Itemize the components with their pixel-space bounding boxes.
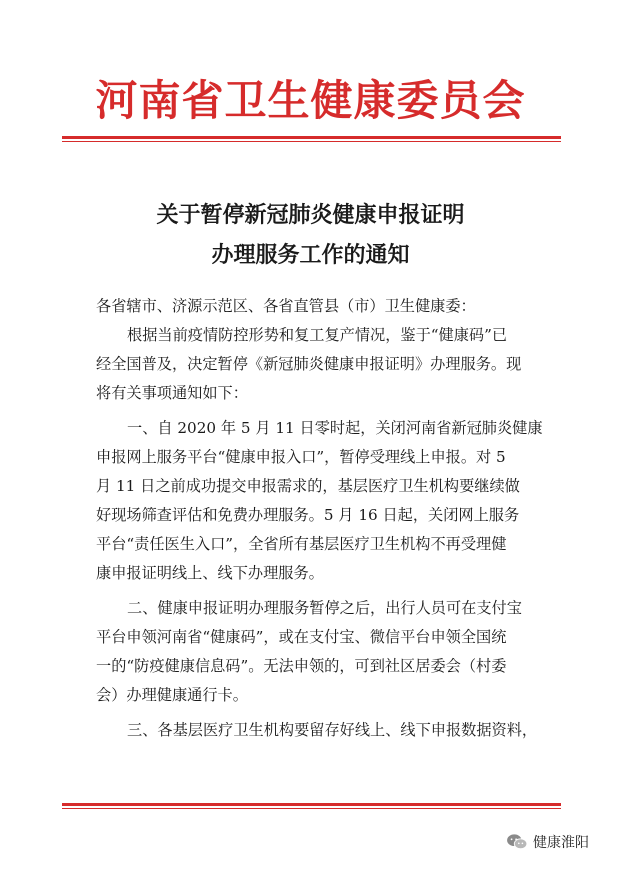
header-rule-thick xyxy=(62,136,561,139)
body-line: 康申报证明线上、线下办理服务。 xyxy=(96,564,324,582)
body-line: 二、健康申报证明办理服务暂停之后，出行人员可在支付宝 xyxy=(127,599,522,617)
account-name: 健康淮阳 xyxy=(533,835,589,851)
body-line: 会）办理健康通行卡。 xyxy=(96,686,248,704)
notice-title-line-1: 关于暂停新冠肺炎健康申报证明 xyxy=(156,202,465,228)
notice-body xyxy=(96,292,541,745)
body-line: 平台“责任医生入口”，全省所有基层医疗卫生机构不再受理健 xyxy=(96,535,507,553)
body-line: 平台申领河南省“健康码”，或在支付宝、微信平台申领全国统 xyxy=(96,628,507,646)
body-line: 一的“防疫健康信息码”。无法申领的，可到社区居委会（村委 xyxy=(96,657,507,675)
body-line: 申报网上服务平台“健康申报入口”，暂停受理线上申报。对 5 xyxy=(96,448,506,466)
wechat-account-watermark xyxy=(506,832,589,852)
body-line: 经全国普及，决定暂停《新冠肺炎健康申报证明》办理服务。现 xyxy=(96,355,522,373)
wechat-icon xyxy=(506,833,528,851)
body-line-addressee: 各省辖市、济源示范区、各省直管县（市）卫生健康委： xyxy=(96,297,476,315)
footer-rule-thin xyxy=(62,808,561,809)
footer-rule-thick xyxy=(62,803,561,806)
body-line: 好现场筛查评估和免费办理服务。5 月 16 日起，关闭网上服务 xyxy=(96,506,520,524)
body-line: 三、各基层医疗卫生机构要留存好线上、线下申报数据资料， xyxy=(127,721,538,739)
body-line: 月 11 日之前成功提交申报需求的，基层医疗卫生机构要继续做 xyxy=(96,477,520,495)
body-line: 一、自 2020 年 5 月 11 日零时起，关闭河南省新冠肺炎健康 xyxy=(127,419,543,437)
body-line: 将有关事项通知如下： xyxy=(96,384,248,402)
issuer-header: 河南省卫生健康委员会 xyxy=(95,76,526,125)
body-line: 根据当前疫情防控形势和复工复产情况，鉴于“健康码”已 xyxy=(127,326,508,344)
header-rule-thin xyxy=(62,141,561,142)
notice-title-line-2: 办理服务工作的通知 xyxy=(211,242,410,268)
